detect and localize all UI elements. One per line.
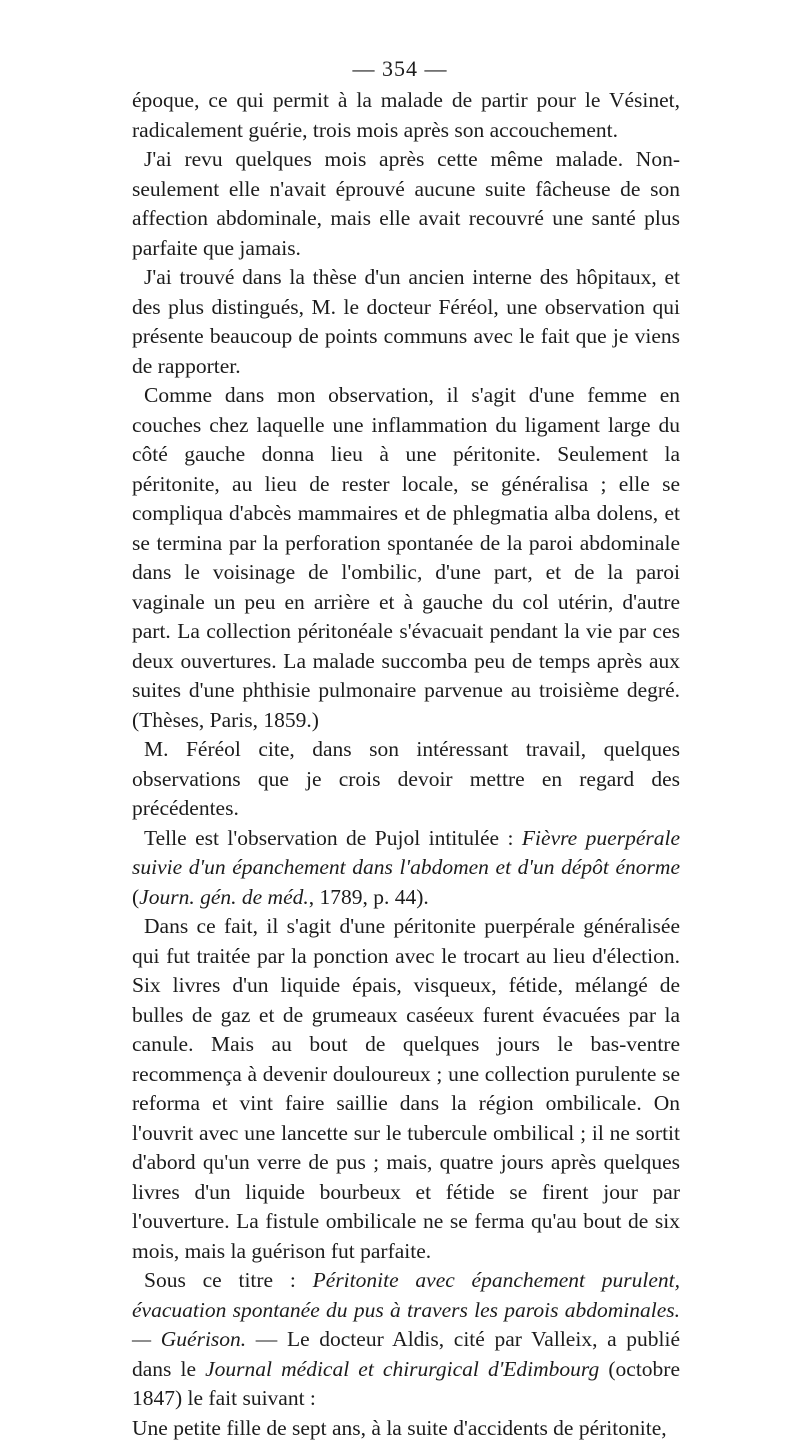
body-text — [132, 86, 680, 1443]
paragraph-4: Comme dans mon observation, il s'agit d'une femme en couches chez laquelle une inflammation du ligament large du côté gauche donna lieu à une péritonite. Seulement la péritonite, au lieu de rester locale, se généralisa ; elle se compliqua d'abcès mammaires et de phlegmatia alba dolens, et se termina par la perforation spontanée de la paroi abdominale dans le voisinage de l'ombilic, d'une part, et de la paroi vaginale un peu en arrière et à gauche du col utérin, d'autre part. La collection péritonéale s'évacuait pendant la vie par ces deux ouvertures. La malade succomba peu de temps après aux suites d'une phthisie pulmonaire parvenue au troisième degré. (Thèses, Paris, 1859.) — [132, 381, 680, 735]
paragraph-9: Une petite fille de sept ans, à la suite d'accidents de péritonite, — [132, 1414, 680, 1443]
paragraph-1: époque, ce qui permit à la malade de partir pour le Vésinet, radicalement guérie, trois mois après son accouchement. — [132, 86, 680, 145]
paragraph-7: Dans ce fait, il s'agit d'une péritonite puerpérale généralisée qui fut traitée par la ponction avec le trocart au lieu d'élection. Six livres d'un liquide épais, visqueux, fétide, mélangé de bulles de gaz et de grumeaux caséeux furent évacuées par la canule. Mais au bout de quelques jours le bas-ventre recommença à devenir douloureux ; une collection purulente se reforma et vint faire saillie dans la région ombilicale. On l'ouvrit avec une lancette sur le tubercule ombilical ; il ne sortit d'abord qu'un verre de pus ; mais, quatre jours après quelques livres d'un liquide bourbeux et fétide se firent jour par l'ouverture. La fistule ombilicale ne se ferma qu'au bout de six mois, mais la guérison fut parfaite. — [132, 912, 680, 1266]
paragraph-6: Telle est l'observation de Pujol intitulée : Fièvre puerpérale suivie d'un épanchement dans l'abdomen et d'un dépôt énorme (Journ. gén. de méd., 1789, p. 44). — [132, 824, 680, 913]
paragraph-5: M. Féréol cite, dans son intéressant travail, quelques observations que je crois devoir mettre en regard des précédentes. — [132, 735, 680, 824]
page-number: — 354 — — [0, 56, 800, 82]
paragraph-8: Sous ce titre : Péritonite avec épanchement purulent, évacuation spontanée du pus à travers les parois abdominales. — Guérison. — Le docteur Aldis, cité par Valleix, a publié dans le Journal médical et chirurgical d'Edimbourg (octobre 1847) le fait suivant : — [132, 1266, 680, 1414]
paragraph-2: J'ai revu quelques mois après cette même malade. Non-seulement elle n'avait éprouvé aucune suite fâcheuse de son affection abdominale, mais elle avait recouvré une santé plus parfaite que jamais. — [132, 145, 680, 263]
paragraph-3: J'ai trouvé dans la thèse d'un ancien interne des hôpitaux, et des plus distingués, M. le docteur Féréol, une observation qui présente beaucoup de points communs avec le fait que je viens de rapporter. — [132, 263, 680, 381]
